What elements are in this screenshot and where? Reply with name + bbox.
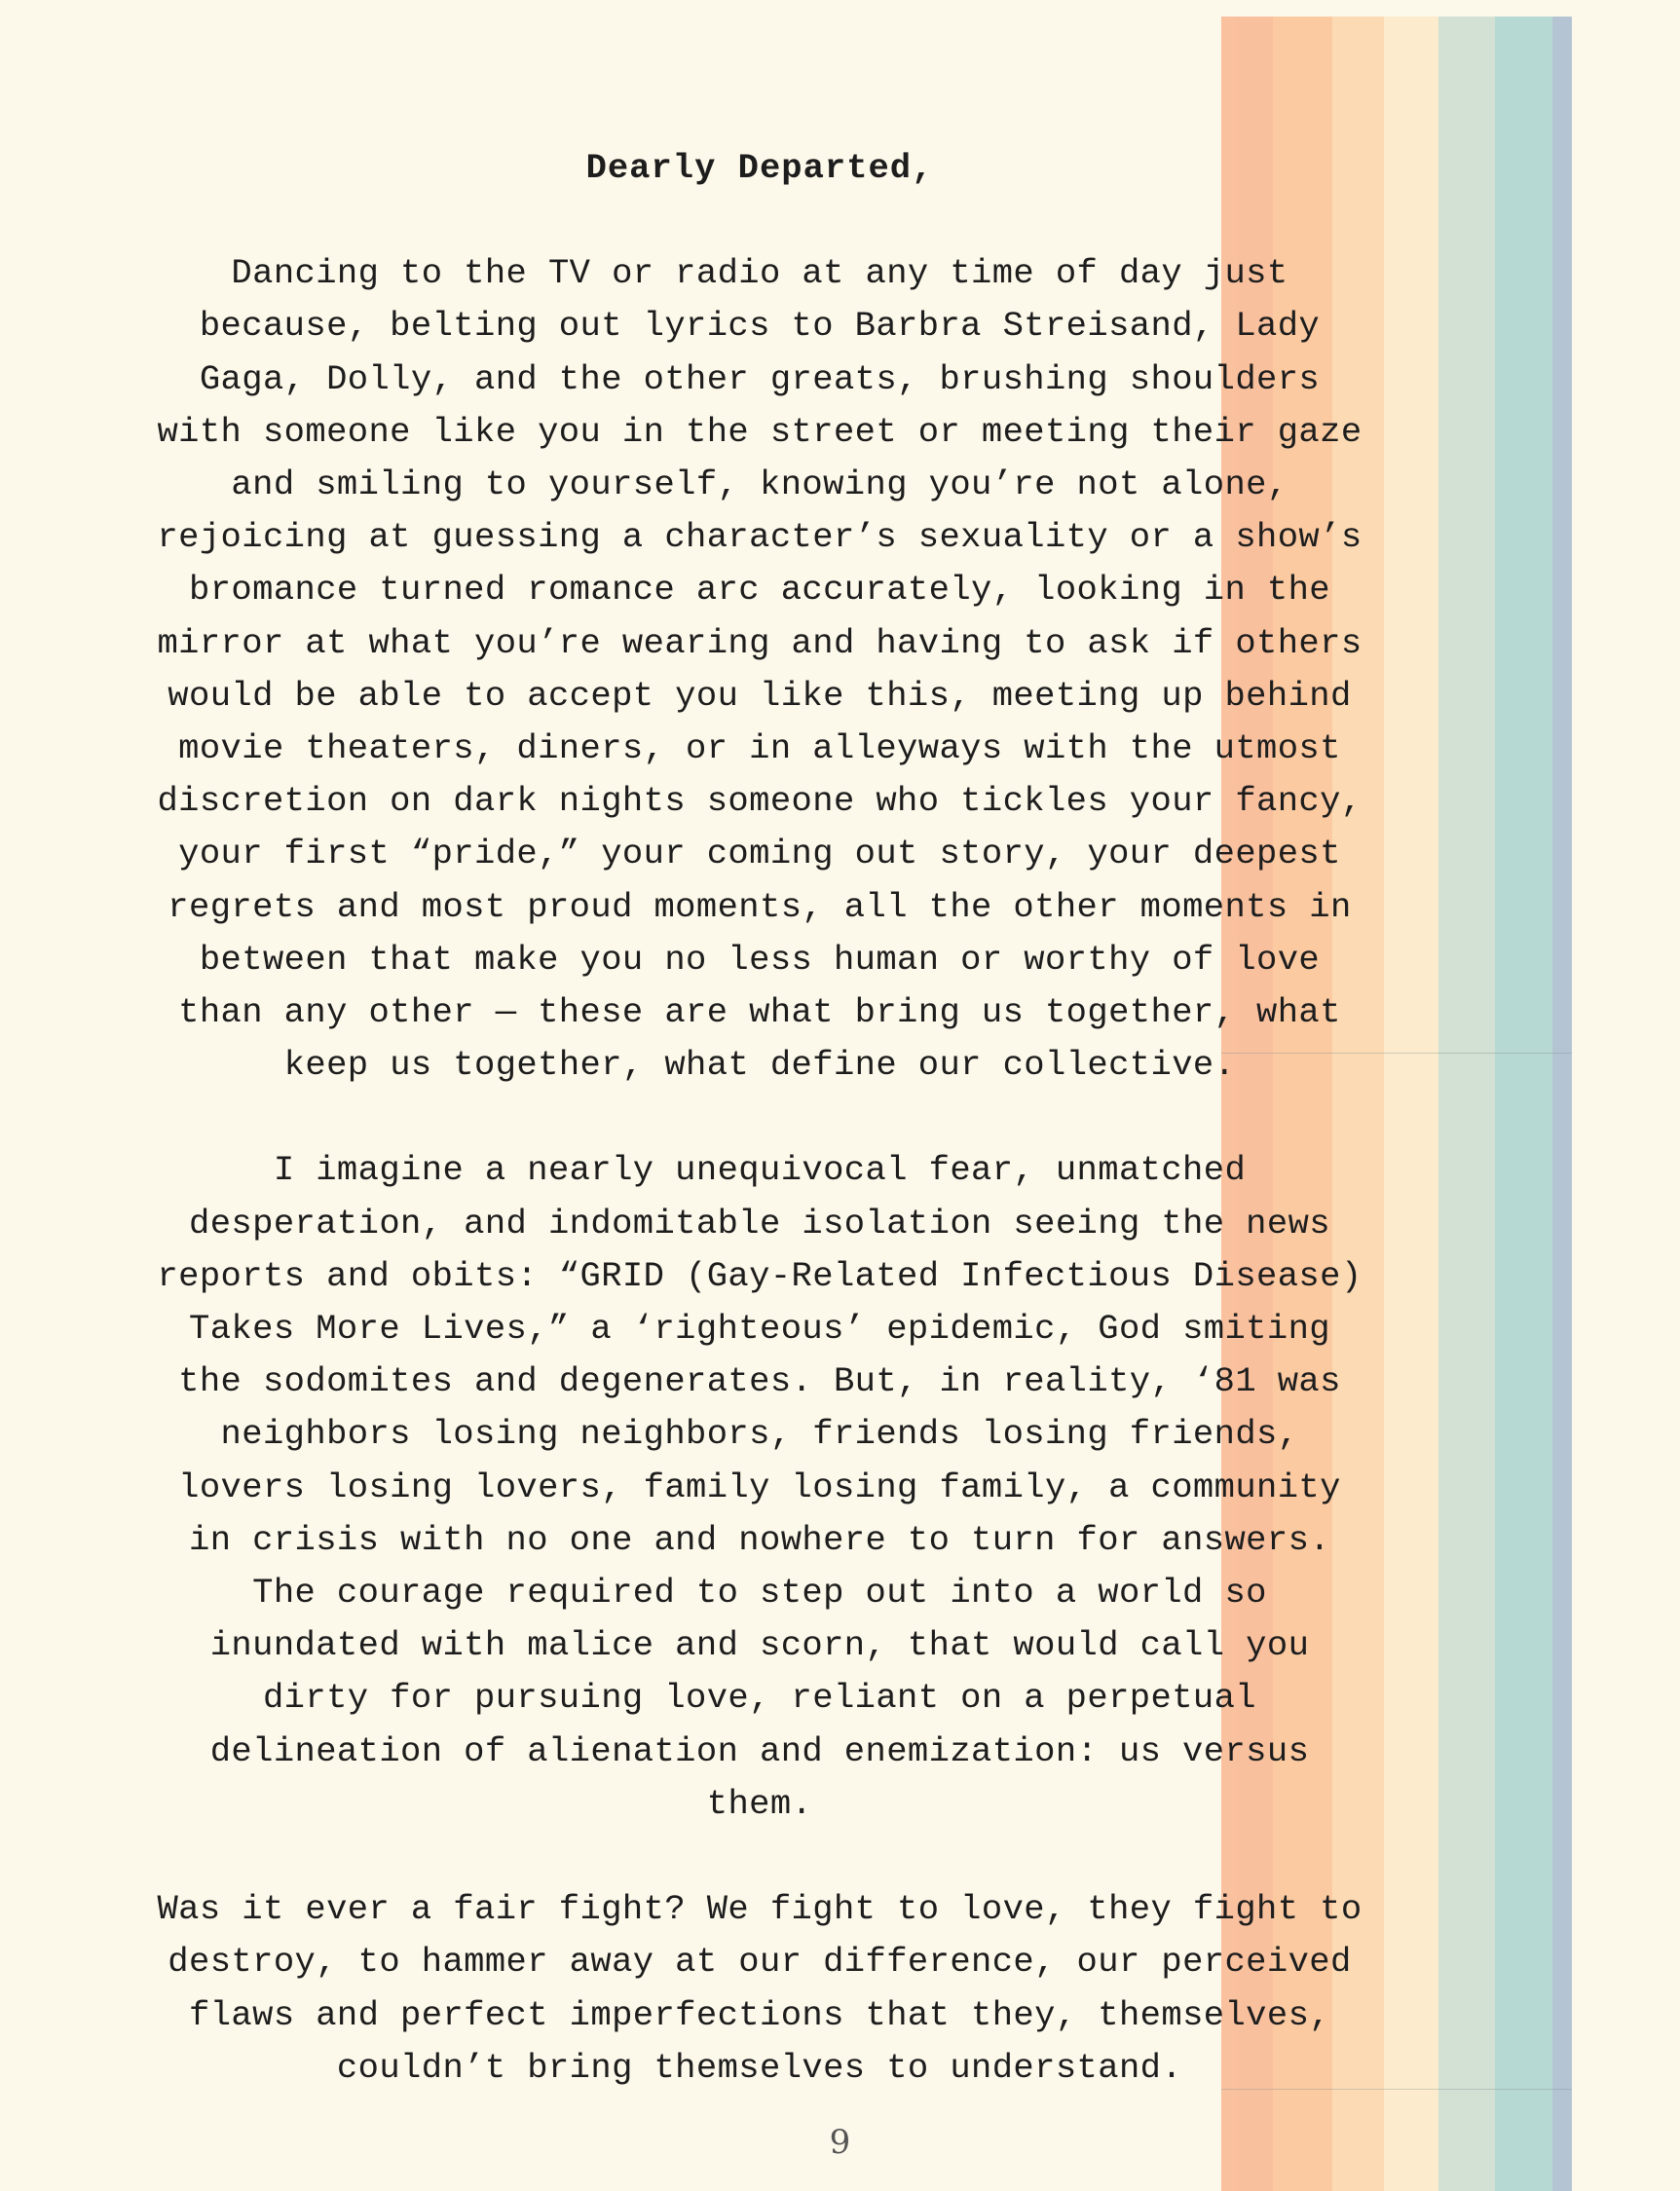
letter-body	[156, 142, 1363, 2095]
page-number: 9	[829, 2123, 851, 2162]
stripe-cream	[1384, 17, 1438, 2191]
stripe-teal	[1495, 17, 1552, 2191]
paragraph: I imagine a nearly unequivocal fear, unmatched desperation, and indomitable isolation seeing the news reports and obits: “GRID (Gay-Related Infectious Disease) Takes More Lives,” a ‘righteous’ epidemic, God smiting the sodomites and degenerates. But, in reality, ‘81 was neighbors losing neighbors, friends losing friends, lovers losing lovers, family losing family, a community in crisis with no one and nowhere to turn for answers. The courage required to step out into a world so inundated with malice and scorn, that would call you dirty for pursuing love, reliant on a perpetual delineation of alienation and enemization: us versus them.	[157, 1150, 1363, 1824]
stripe-slate-blue	[1552, 17, 1572, 2191]
stripe-sage	[1438, 17, 1495, 2191]
paragraph: Dancing to the TV or radio at any time of day just because, belting out lyrics to Barbra Streisand, Lady Gaga, Dolly, and the other greats, brushing shoulders with someone like you in the street or meeting their gaze and smiling to yourself, knowing you’re not alone, rejoicing at guessing a character’s sexuality or a show’s bromance turned romance arc accurately, looking in the mirror at what you’re wearing and having to ask if others would be able to accept you like this, meeting up behind movie theaters, diners, or in alleyways with the utmost discretion on dark nights someone who tickles your fancy, your first “pride,” your coming out story, your deepest regrets and most proud moments, all the other moments in between that make you no less human or worthy of love than any other — these are what bring us together, what keep us together, what define our collective.	[157, 253, 1363, 1086]
letter-salutation: Dearly Departed,	[585, 148, 934, 188]
paragraph: Was it ever a fair fight? We fight to love, they fight to destroy, to hammer away at our difference, our perceived flaws and perfect imperfections that they, themselves, couldn’t bring themselves to understand.	[157, 1889, 1363, 2088]
